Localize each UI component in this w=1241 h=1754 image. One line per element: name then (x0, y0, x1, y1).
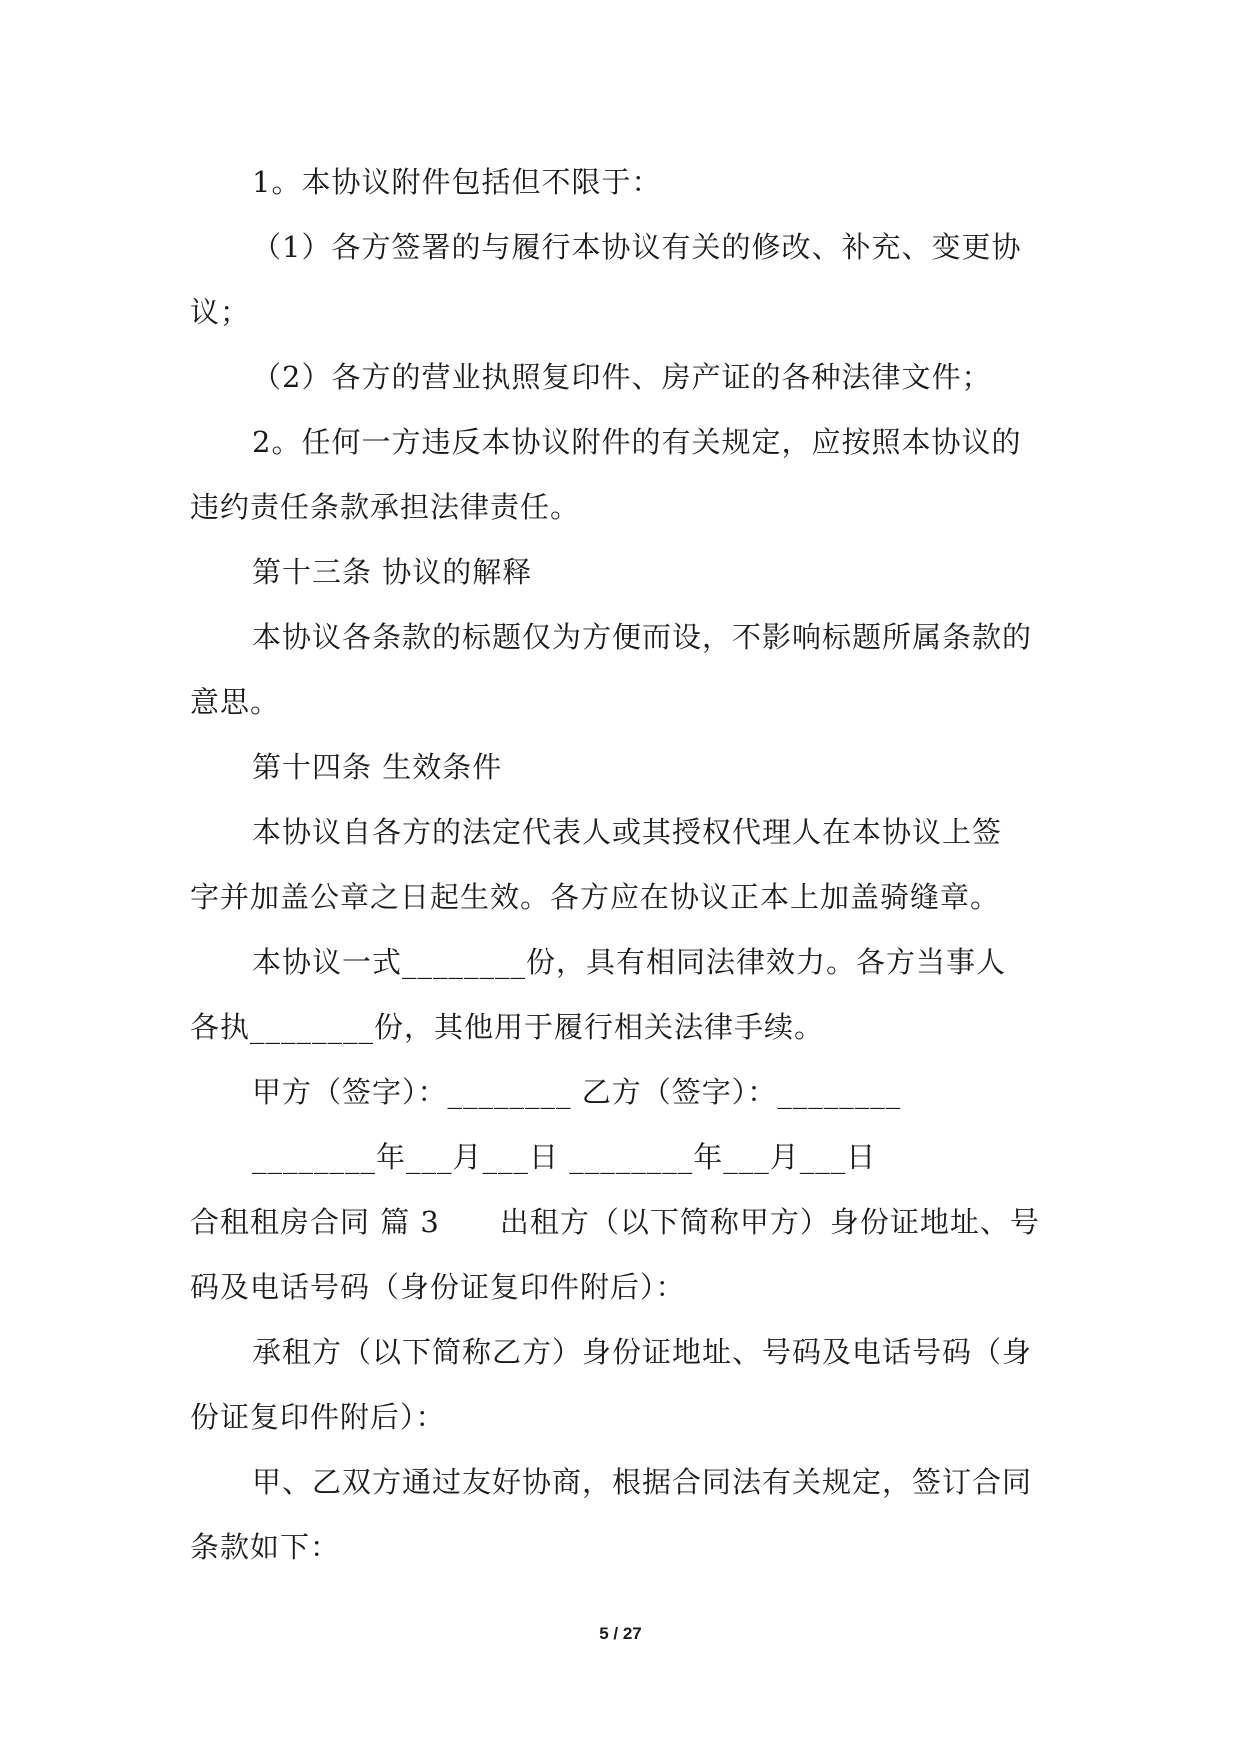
body-line: 本协议自各方的法定代表人或其授权代理人在本协议上签 (252, 815, 1003, 849)
section-heading: 第十四条 生效条件 (252, 750, 503, 784)
body-line: （1）各方签署的与履行本协议有关的修改、补充、变更协 (252, 230, 1022, 264)
body-line: 本协议各条款的标题仅为方便而设，不影响标题所属条款的 (252, 620, 1033, 654)
section-heading: 第十三条 协议的解释 (252, 555, 533, 589)
body-line: 字并加盖公章之日起生效。各方应在协议正本上加盖骑缝章。 (190, 880, 1001, 914)
body-line: 甲、乙双方通过友好协商，根据合同法有关规定，签订合同 (252, 1465, 1033, 1499)
body-line: 1。本协议附件包括但不限于： (252, 165, 662, 199)
page-number: 5 / 27 (599, 1624, 642, 1643)
body-line: 2。任何一方违反本协议附件的有关规定，应按照本协议的 (252, 425, 1022, 459)
body-line: 意思。 (190, 685, 281, 719)
body-line: 议； (190, 295, 251, 329)
body-line: 本协议一式________份，具有相同法律效力。各方当事人 (252, 945, 1007, 979)
body-line: （2）各方的营业执照复印件、房产证的各种法律文件； (252, 360, 992, 394)
signature-line: 甲方（签字）：________ 乙方（签字）：________ (252, 1075, 902, 1109)
body-line: 码及电话号码（身份证复印件附后）： (190, 1270, 686, 1304)
body-line: 合租租房合同 篇 3 出租方（以下简称甲方）身份证地址、号 (190, 1205, 1040, 1239)
body-line: 违约责任条款承担法律责任。 (190, 490, 581, 524)
body-line: 条款如下： (190, 1530, 341, 1564)
date-line: ________年___月___日 ________年___月___日 (252, 1140, 877, 1174)
body-line: 承租方（以下简称乙方）身份证地址、号码及电话号码（身 (252, 1335, 1033, 1369)
body-line: 份证复印件附后）： (190, 1400, 446, 1434)
body-line: 各执________份，其他用于履行相关法律手续。 (190, 1010, 825, 1044)
